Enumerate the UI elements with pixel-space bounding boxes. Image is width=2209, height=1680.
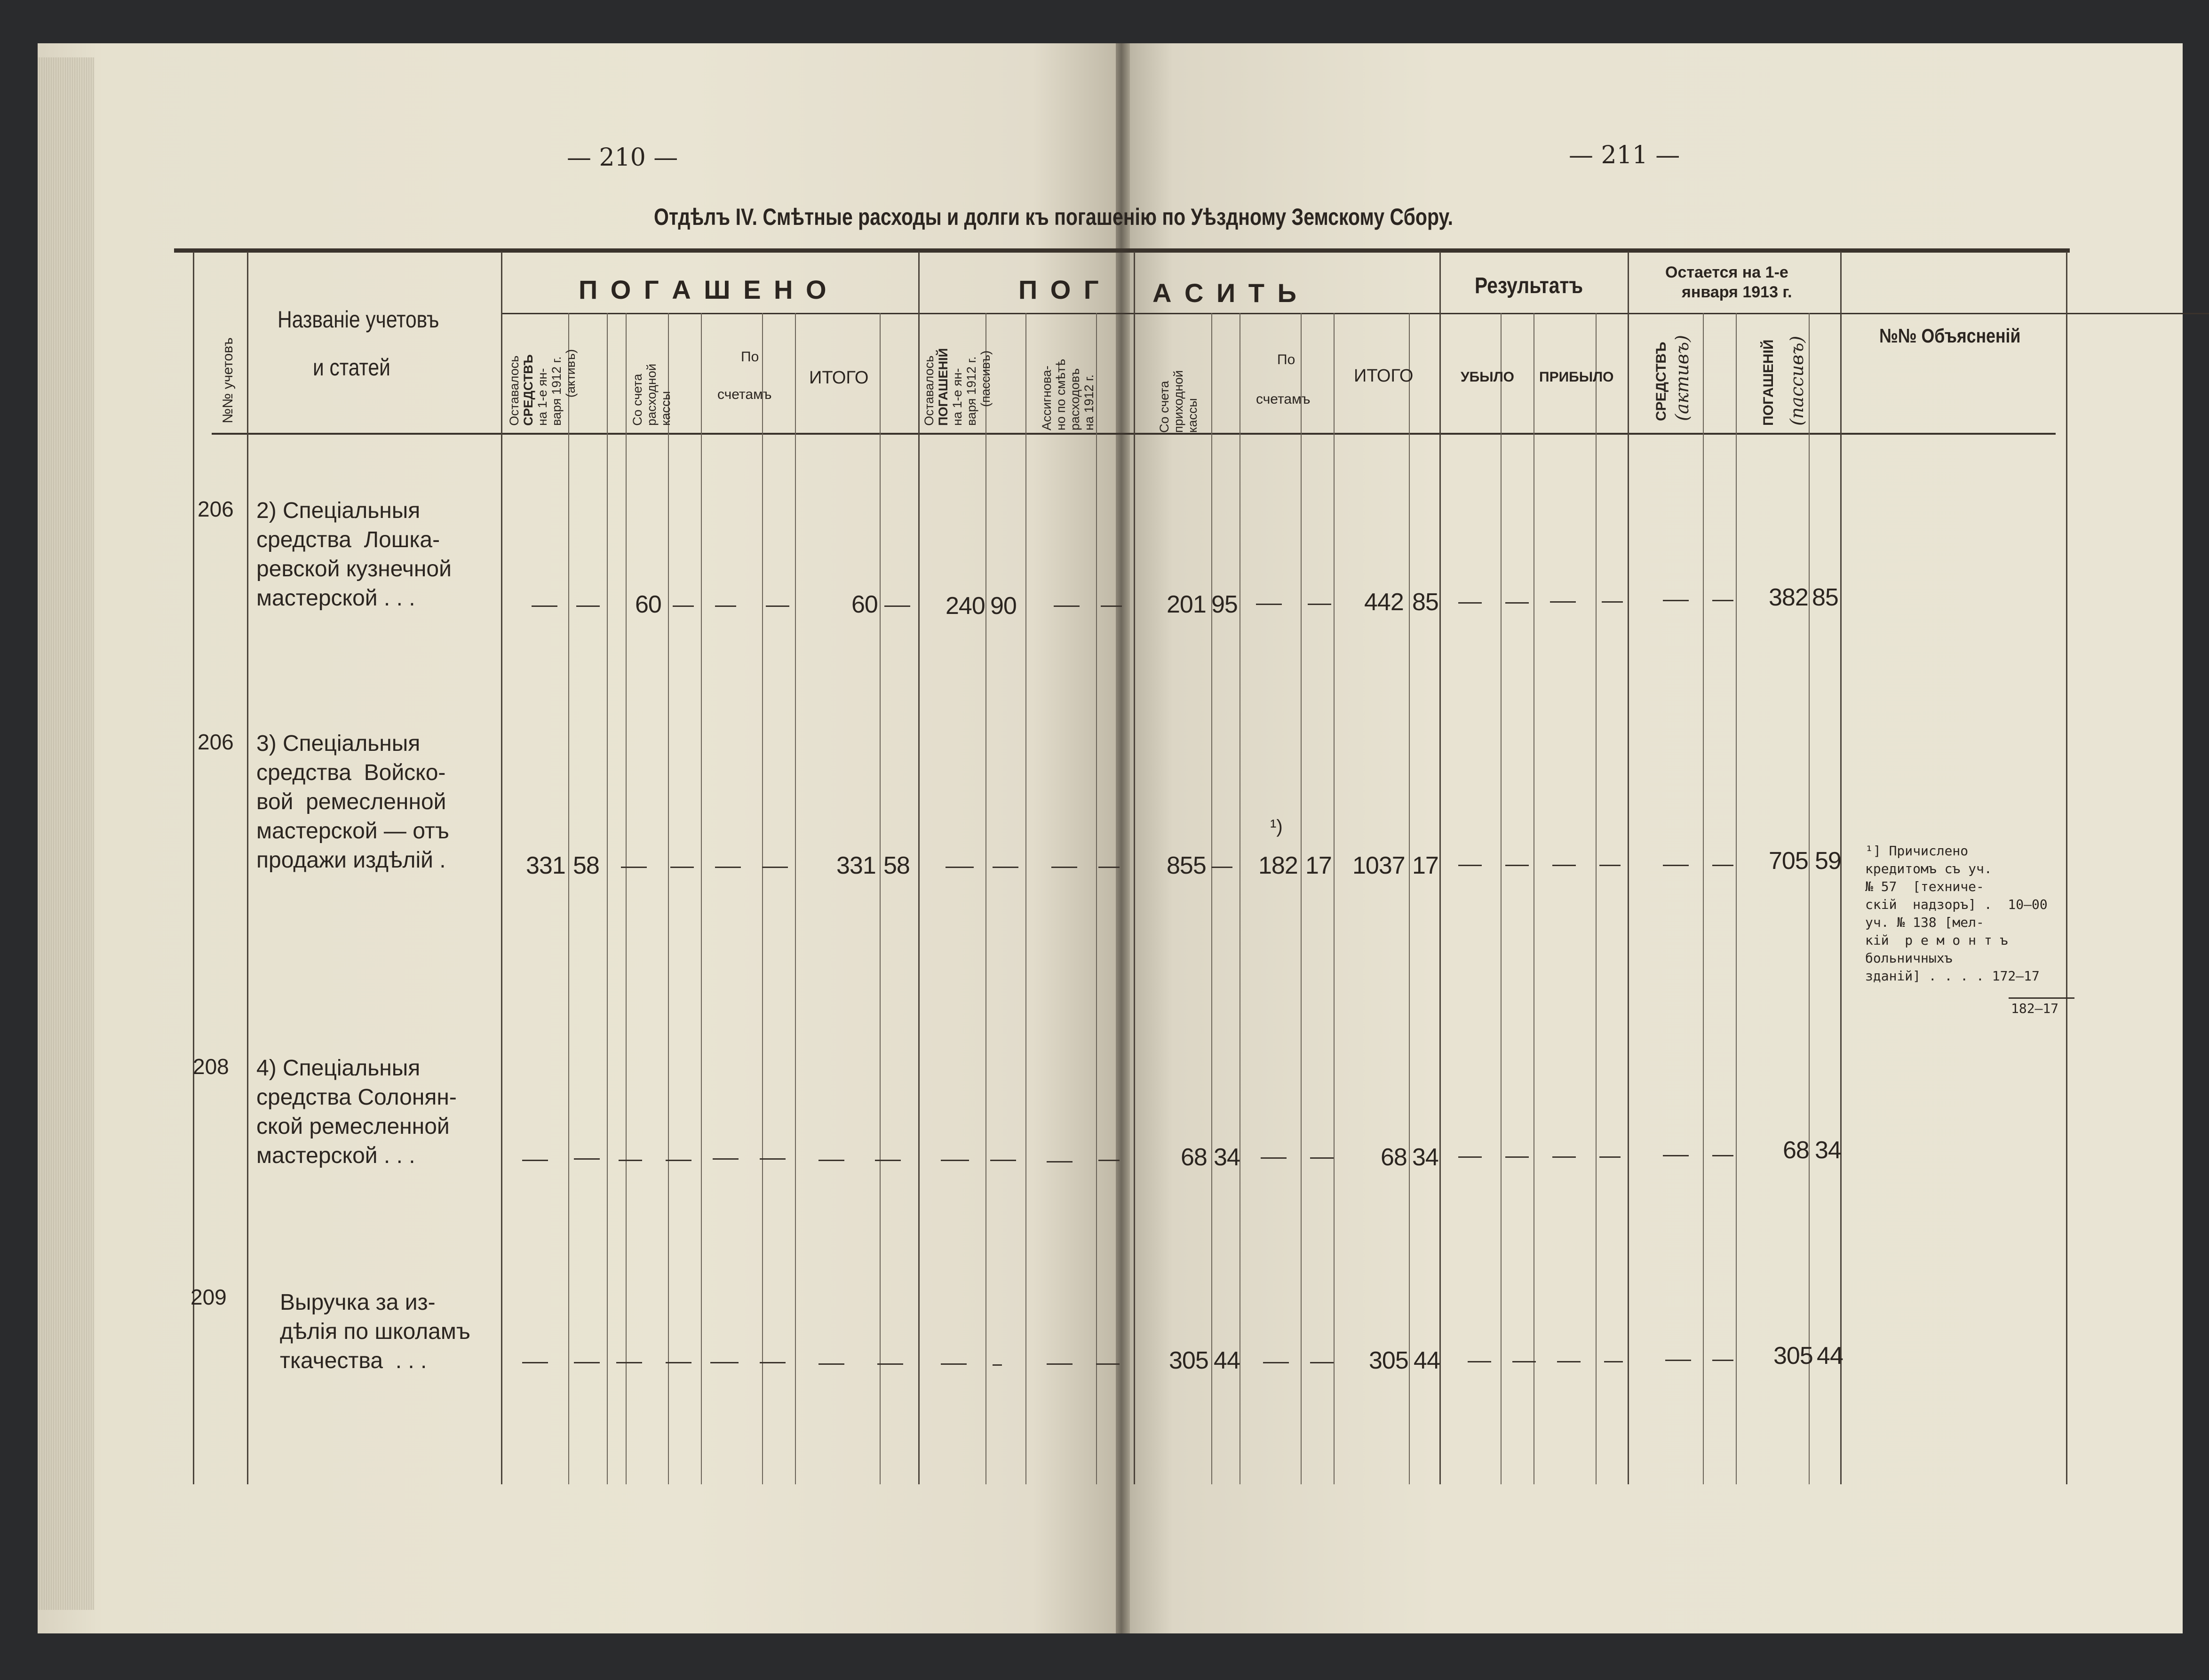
header-sub-rule-right <box>1127 313 2209 314</box>
empty-cell-dash <box>574 1158 600 1160</box>
col-accounts2-2: счетамъ <box>1256 391 1311 407</box>
empty-cell-dash <box>760 1158 786 1160</box>
empty-cell-dash <box>1550 601 1576 603</box>
col-rule-minor <box>1211 313 1212 1484</box>
empty-cell-dash <box>1310 1362 1334 1363</box>
row-3-income-kop: 34 <box>1214 1144 1240 1171</box>
empty-cell-dash <box>877 1363 903 1365</box>
empty-cell-dash <box>1665 1360 1691 1361</box>
col-rule <box>1134 252 1135 1484</box>
empty-cell-dash <box>1096 1363 1120 1365</box>
col-rule-minor <box>795 313 796 1484</box>
empty-cell-dash <box>673 605 694 607</box>
row-1-remained-repay: 240 <box>946 592 985 620</box>
col-decreased: УБЫЛО <box>1461 369 1514 385</box>
empty-cell-dash <box>1054 605 1080 607</box>
empty-cell-dash <box>993 1364 1002 1366</box>
row-2-total2: 1037 <box>1352 852 1405 879</box>
empty-cell-dash <box>1261 1157 1287 1159</box>
row-1-cash: 60 <box>635 591 661 618</box>
empty-cell-dash <box>1712 600 1733 601</box>
row-3-total2-kop: 34 <box>1412 1144 1438 1171</box>
row-1-income-kop: 95 <box>1211 591 1238 618</box>
empty-cell-dash <box>1712 1360 1733 1361</box>
col-total2: ИТОГО <box>1354 366 1414 386</box>
col-rule <box>247 252 248 1484</box>
col-rule-minor <box>1501 313 1502 1484</box>
col-remained: Оставалось СРЕДСТВЪ на 1-е ян- варя 1912 г. (активъ) <box>507 349 578 426</box>
empty-cell-dash <box>1712 865 1733 866</box>
empty-cell-dash <box>715 605 736 607</box>
row-4-repay-kop: 44 <box>1817 1342 1843 1369</box>
book-gutter <box>1116 43 1130 1633</box>
row-1-total: 60 <box>851 591 878 618</box>
col-rule <box>1439 252 1441 1484</box>
row-4-repay: 305 <box>1773 1342 1813 1369</box>
row-3-account-no: 208 <box>193 1054 229 1079</box>
row-4-name: Выручка за из- дѣлія по школамъ ткачества . . . <box>280 1290 470 1373</box>
col-rule-minor <box>1703 313 1704 1484</box>
col-rule-minor <box>762 313 763 1484</box>
row-2-total2-kop: 17 <box>1412 852 1438 879</box>
col-funds: СРЕДСТВЪ (активъ) <box>1653 335 1693 421</box>
empty-cell-dash <box>532 605 557 607</box>
row-2-account-no: 206 <box>198 730 234 754</box>
footnote: ¹] Причислено кредитомъ съ уч. № 57 [техниче- скій надзоръ] . 10—00 уч. № 138 [мел- кій р е м о н т ъ больничныхъ зданій] . . . . 172—17 <box>1865 843 2048 984</box>
empty-cell-dash <box>1047 1363 1073 1365</box>
empty-cell-dash <box>884 605 910 607</box>
empty-cell-dash <box>1602 601 1623 603</box>
col-rule-minor <box>1809 313 1810 1484</box>
empty-cell-dash <box>1047 1161 1073 1162</box>
empty-cell-dash <box>1557 1361 1581 1362</box>
col-rule-minor <box>1301 313 1302 1484</box>
col-cash: Со счета расходной кассы <box>630 364 673 426</box>
header-remains-1: Остается на 1-е <box>1665 263 1788 281</box>
empty-cell-dash <box>1663 1155 1689 1156</box>
footnote-sum-rule <box>2009 997 2074 999</box>
empty-cell-dash <box>875 1160 901 1161</box>
row-3-repay: 68 <box>1783 1137 1809 1164</box>
row-4-total2: 305 <box>1369 1347 1408 1374</box>
empty-cell-dash <box>762 867 788 868</box>
row-1-repay-kop: 85 <box>1812 584 1838 611</box>
empty-cell-dash <box>990 1160 1016 1161</box>
header-repaid: П О Г А Ш Е Н О <box>579 275 829 304</box>
empty-cell-dash <box>1663 600 1689 601</box>
col-rule <box>2066 252 2067 1484</box>
row-2-remained: 331 <box>526 852 565 879</box>
header-to-repay-left: П О Г <box>1018 275 1102 304</box>
header-sub-rule-left <box>501 313 1127 314</box>
col-repay: ПОГАШЕНІЙ (пассивъ) <box>1761 335 1807 426</box>
col-rule-minor <box>668 313 669 1484</box>
header-to-repay-right: А С И Т Ь <box>1152 278 1299 308</box>
col-assigned: Ассигнова- но по смѣтѣ расходовъ на 1912 г. <box>1040 358 1096 430</box>
col-rule-minor <box>568 313 569 1484</box>
empty-cell-dash <box>666 1160 691 1161</box>
empty-cell-dash <box>522 1160 548 1161</box>
empty-cell-dash <box>713 1158 739 1160</box>
row-2-accounts2: 182 <box>1258 852 1298 879</box>
empty-cell-dash <box>1599 865 1621 866</box>
row-2-repay: 705 <box>1769 847 1808 875</box>
col-rule-minor <box>880 313 881 1484</box>
empty-cell-dash <box>818 1160 844 1161</box>
header-name-1: Названіе учетовъ <box>278 306 439 333</box>
empty-cell-dash <box>666 1362 691 1363</box>
col-rule-minor <box>1596 313 1597 1484</box>
table-top-rule <box>174 248 2070 253</box>
col-rule-minor <box>1334 313 1335 1484</box>
col-accounts-1: По <box>741 349 759 365</box>
empty-cell-dash <box>1599 1156 1621 1158</box>
empty-cell-dash <box>1712 1155 1733 1156</box>
empty-cell-dash <box>1101 605 1122 607</box>
row-2-name: 3) Спеціальныя средства Войско- вой ремесленной мастерской — отъ продажи издѣлій . <box>256 731 449 873</box>
row-4-total2-kop: 44 <box>1414 1347 1440 1374</box>
empty-cell-dash <box>616 1362 642 1363</box>
row-1-account-no: 206 <box>198 497 234 521</box>
row-1-income: 201 <box>1167 591 1206 618</box>
row-2-total: 331 <box>836 852 876 879</box>
empty-cell-dash <box>576 605 600 607</box>
row-2-total-kop: 58 <box>883 852 910 879</box>
row-2-repay-kop: 59 <box>1815 847 1841 875</box>
empty-cell-dash <box>1310 1157 1334 1159</box>
row-3-total2: 68 <box>1381 1144 1407 1171</box>
empty-cell-dash <box>1458 865 1482 866</box>
col-rule <box>501 252 502 1484</box>
empty-cell-dash <box>574 1362 600 1363</box>
empty-cell-dash <box>1458 602 1482 604</box>
col-total: ИТОГО <box>809 368 869 388</box>
empty-cell-dash <box>818 1363 844 1365</box>
empty-cell-dash <box>1468 1361 1491 1362</box>
col-rule-minor <box>607 313 608 1484</box>
col-rule-minor <box>1409 313 1410 1484</box>
empty-cell-dash <box>1552 865 1576 866</box>
col-rule-minor <box>985 313 986 1484</box>
empty-cell-dash <box>1512 1361 1536 1362</box>
row-1-total2-kop: 85 <box>1412 589 1438 616</box>
empty-cell-dash <box>766 605 789 607</box>
empty-cell-dash <box>760 1362 786 1363</box>
header-explanations: №№ Объясненій <box>1879 325 2021 347</box>
col-rule-minor <box>1025 313 1026 1484</box>
empty-cell-dash <box>1552 1156 1576 1158</box>
empty-cell-dash <box>1051 867 1077 868</box>
header-result: Результатъ <box>1475 273 1583 298</box>
empty-cell-dash <box>1211 867 1232 868</box>
header-remains-2: января 1913 г. <box>1682 283 1792 301</box>
empty-cell-dash <box>1263 1362 1289 1363</box>
section-title: Отдѣлъ IV. Смѣтные расходы и долги къ погашенію по Уѣздному Земскому Сбору. <box>654 204 1454 230</box>
col-income: Со счета приходной кассы <box>1157 370 1200 433</box>
empty-cell-dash <box>1098 867 1120 868</box>
col-rule-minor <box>1736 313 1737 1484</box>
row-2-income: 855 <box>1167 852 1206 879</box>
col-rule <box>1628 252 1629 1484</box>
empty-cell-dash <box>993 867 1018 868</box>
row-1-remained-repay-kop: 90 <box>990 592 1017 620</box>
col-accounts2-1: По <box>1277 352 1295 367</box>
row-3-income: 68 <box>1181 1144 1207 1171</box>
page-edges <box>38 57 94 1610</box>
empty-cell-dash <box>1098 1160 1120 1161</box>
empty-cell-dash <box>1256 604 1282 605</box>
empty-cell-dash <box>946 867 974 868</box>
empty-cell-dash <box>715 867 741 868</box>
empty-cell-dash <box>1308 604 1331 605</box>
empty-cell-dash <box>1458 1156 1482 1158</box>
page-number-right: — 211 — <box>1569 141 1680 169</box>
row-3-name: 4) Спеціальныя средства Солонян- ской ремесленной мастерской . . . <box>256 1056 457 1168</box>
row-4-income-kop: 44 <box>1214 1347 1240 1374</box>
row-2-accounts2-kop: 17 <box>1305 852 1332 879</box>
page-number-left: — 210 — <box>567 143 678 172</box>
footnote-total: 182—17 <box>2011 1001 2059 1016</box>
empty-cell-dash <box>1505 1156 1529 1158</box>
header-name-2: и статей <box>313 354 390 381</box>
empty-cell-dash <box>670 867 694 868</box>
empty-cell-dash <box>941 1160 969 1161</box>
row-4-income: 305 <box>1169 1347 1208 1374</box>
row-2-footnote-mark: ¹) <box>1270 816 1283 837</box>
empty-cell-dash <box>1505 865 1529 866</box>
empty-cell-dash <box>1663 865 1689 866</box>
empty-cell-dash <box>941 1363 967 1365</box>
col-rule-minor <box>626 313 627 1484</box>
row-1-repay: 382 <box>1769 584 1808 611</box>
header-account-no: №№ учетовъ <box>220 337 236 423</box>
row-3-repay-kop: 34 <box>1815 1137 1841 1164</box>
empty-cell-dash <box>522 1362 548 1363</box>
row-1-total2: 442 <box>1364 589 1404 616</box>
col-rule-minor <box>701 313 702 1484</box>
col-remained-repay: Оставалось ПОГАШЕНІЙ на 1-е ян- варя 1912 г. (пассивъ) <box>922 348 993 426</box>
col-increased: ПРИБЫЛО <box>1539 369 1614 385</box>
col-accounts-2: счетамъ <box>717 387 772 402</box>
row-4-account-no: 209 <box>191 1285 227 1309</box>
empty-cell-dash <box>1505 602 1529 604</box>
col-rule <box>918 252 920 1484</box>
col-rule-minor <box>1096 313 1097 1484</box>
empty-cell-dash <box>710 1362 739 1363</box>
row-2-remained-kop: 58 <box>573 852 599 879</box>
empty-cell-dash <box>1604 1361 1623 1362</box>
empty-cell-dash <box>621 867 647 868</box>
row-1-name: 2) Спеціальныя средства Лошка- ревской кузнечной мастерской . . . <box>256 498 452 611</box>
empty-cell-dash <box>619 1160 642 1161</box>
